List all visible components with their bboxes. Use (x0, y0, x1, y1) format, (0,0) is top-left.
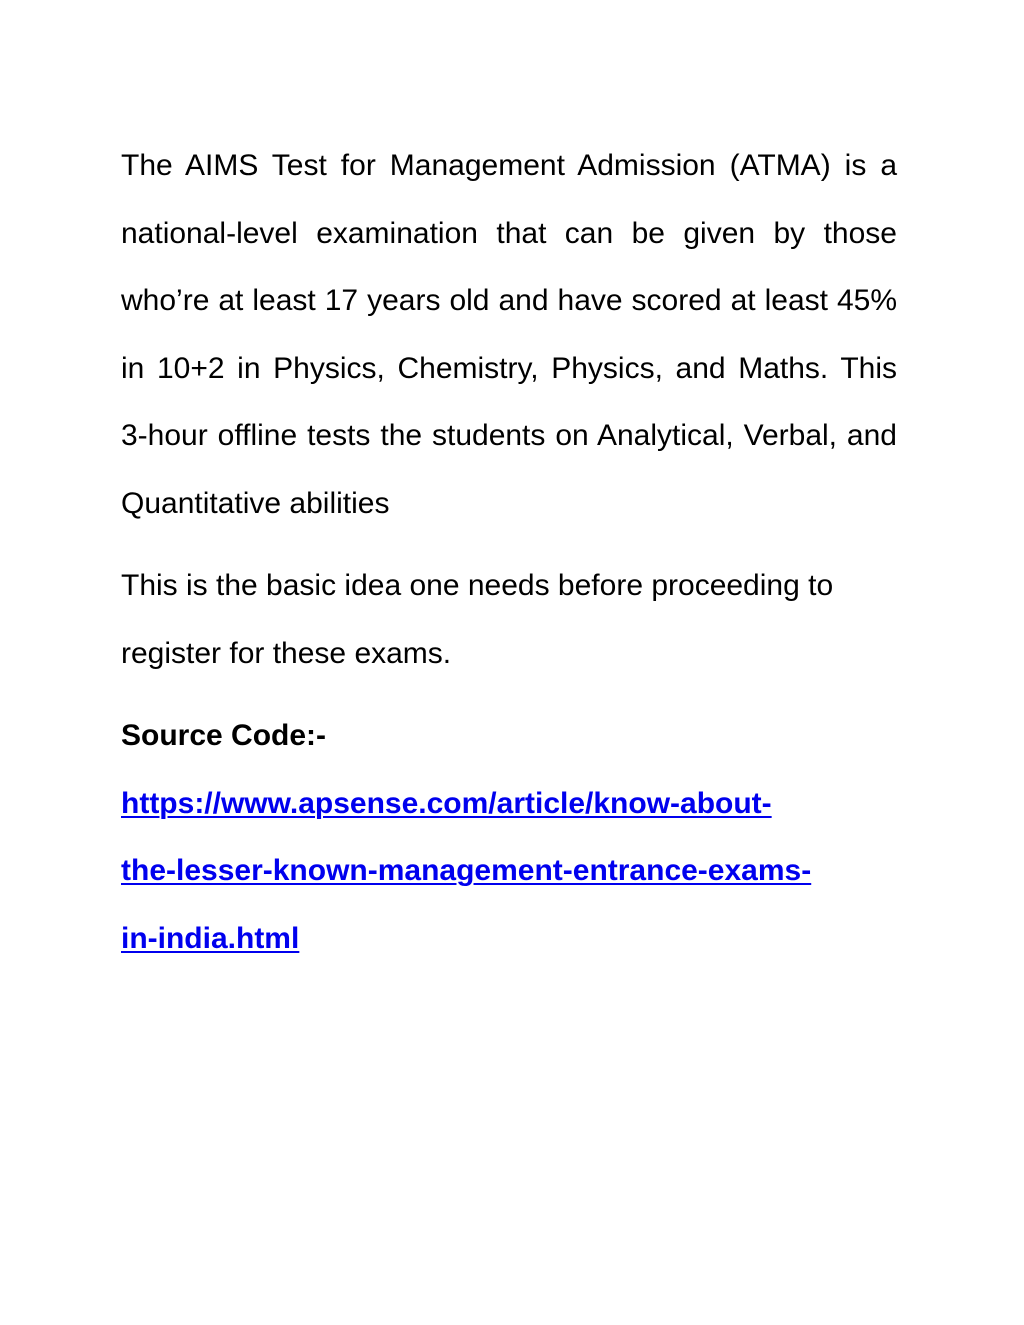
source-link[interactable] (121, 770, 897, 973)
document-page (121, 132, 897, 972)
source-link-block (121, 770, 897, 973)
atma-description-paragraph: The AIMS Test for Management Admission (ATMA) is a national-level examination that can be given by those who’re at least 17 years old and have scored at least 45% in 10+2 in Physics, Chemistry, Physics, and Maths. This 3-hour offline tests the students on Analytical, Verbal, and Quantitative abilities (121, 149, 897, 520)
registration-note-paragraph: This is the basic idea one needs before proceeding to register for these exams. (121, 569, 834, 670)
source-code-heading: Source Code:- (121, 719, 327, 752)
source-link-line-1[interactable]: https://www.apsense.com/article/know-about- (121, 786, 772, 820)
source-link-line-3[interactable]: in-india.html (121, 921, 300, 955)
source-link-line-2[interactable]: the-lesser-known-management-entrance-exams- (121, 854, 812, 887)
